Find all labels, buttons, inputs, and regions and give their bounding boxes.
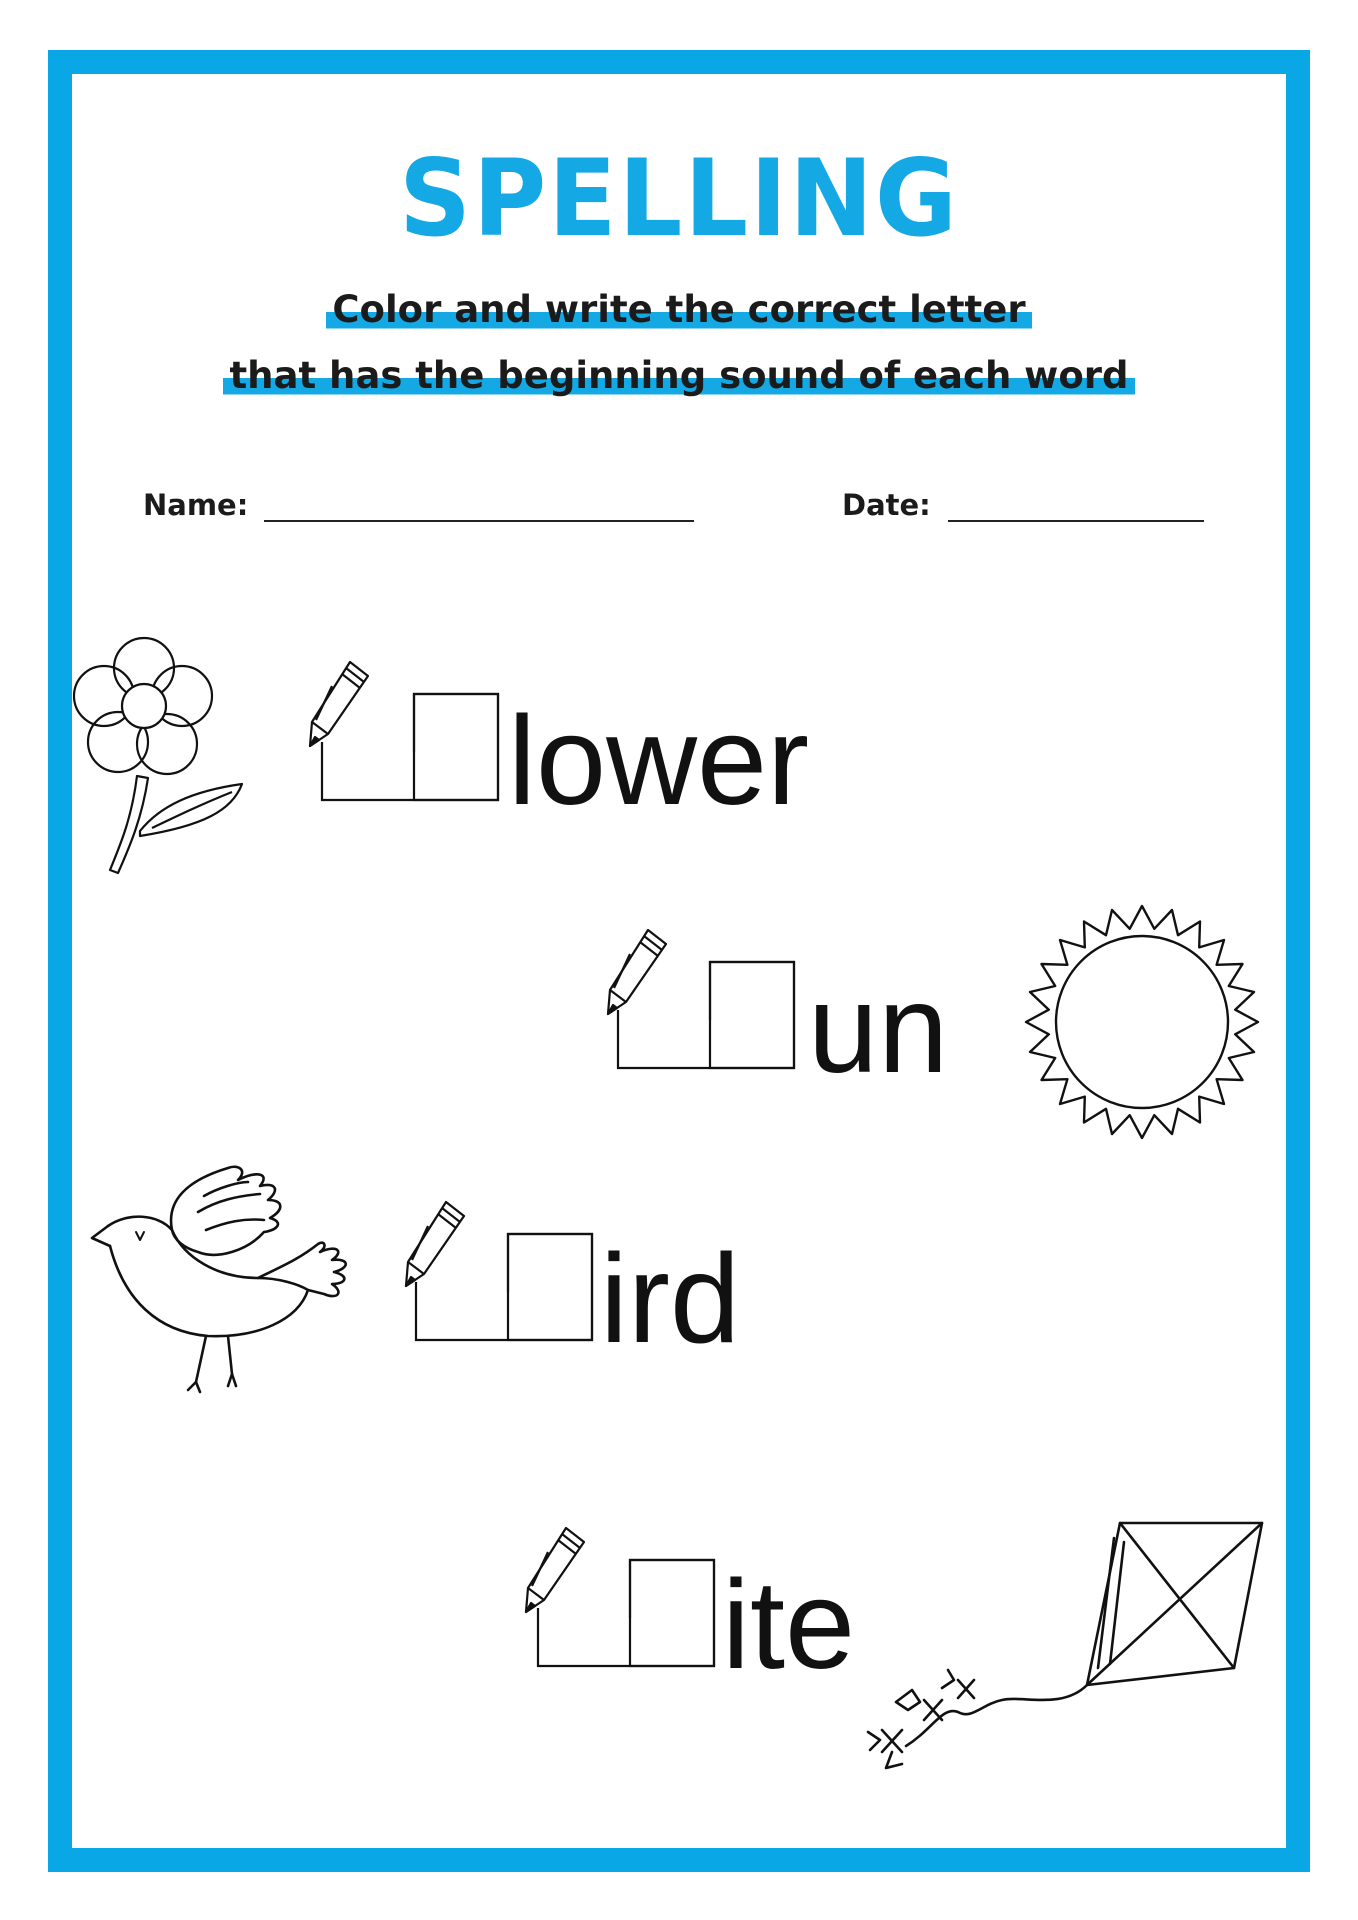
kite-icon [862, 1520, 1262, 1820]
name-field[interactable] [264, 520, 694, 522]
name-label: Name: [143, 488, 249, 522]
sun-icon [1024, 904, 1260, 1140]
word-ending: lower [508, 690, 810, 831]
bird-icon [88, 1160, 368, 1400]
flower-icon [82, 626, 252, 876]
date-field[interactable] [948, 520, 1204, 522]
letter-box[interactable] [616, 960, 798, 1070]
instruction-line-2: that has the beginning sound of each word [0, 356, 1358, 398]
letter-box[interactable] [414, 1232, 596, 1342]
letter-box[interactable] [320, 692, 502, 802]
word-ending: ird [600, 1228, 741, 1369]
page-title: SPELLING [398, 136, 960, 261]
instruction-line-1: Color and write the correct letter [0, 290, 1358, 332]
date-label: Date: [842, 488, 931, 522]
letter-box[interactable] [536, 1558, 718, 1668]
word-ending: un [808, 958, 949, 1099]
word-ending: ite [722, 1554, 856, 1695]
